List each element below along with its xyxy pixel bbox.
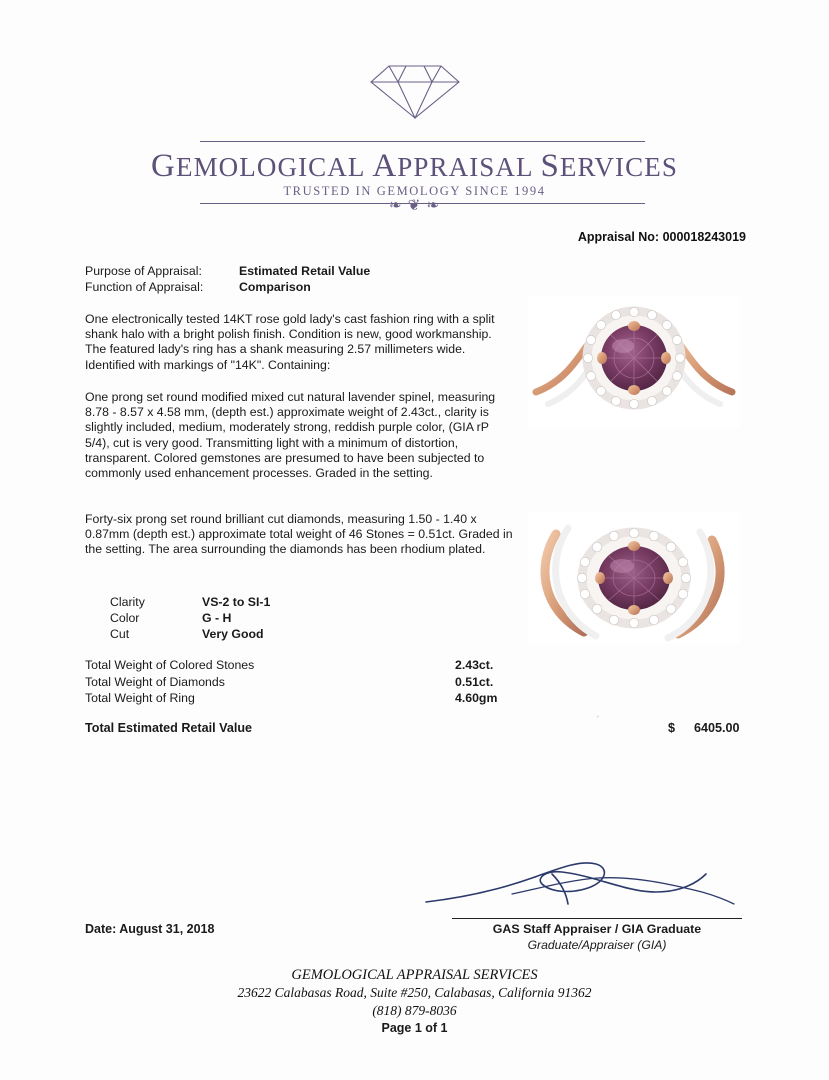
spec-key-clarity: Clarity bbox=[110, 595, 145, 609]
document-header bbox=[0, 62, 829, 120]
table-row bbox=[110, 626, 270, 642]
ring-photo-angled bbox=[528, 512, 740, 644]
diamond-icon bbox=[365, 62, 465, 120]
appraisal-date: Date: August 31, 2018 bbox=[85, 922, 215, 936]
table-row bbox=[85, 674, 555, 691]
function-label: Function of Appraisal: bbox=[85, 280, 204, 294]
table-row bbox=[85, 690, 555, 707]
description-paragraph-ring: One electronically tested 14KT rose gold lady's cast fashion ring with a split shank halo with a bright polish finish. Condition is new, good workmanship. The featured lady's ring has a shank measuring 2.57 millimeters wide. Identified with markings of "14K". Containing: bbox=[85, 312, 495, 372]
document-footer bbox=[0, 966, 829, 1020]
grand-total-amount: 6405.00 bbox=[694, 721, 740, 735]
total-value-diamonds: 0.51ct. bbox=[455, 674, 494, 689]
appraiser-credential: Graduate/Appraiser (GIA) bbox=[527, 938, 667, 952]
total-value-colored-stones: 2.43ct. bbox=[455, 658, 494, 672]
purpose-value: Estimated Retail Value bbox=[239, 264, 371, 278]
grand-total-label: Total Estimated Retail Value bbox=[85, 721, 253, 735]
purpose-block bbox=[85, 264, 370, 296]
spec-value-clarity: VS-2 to SI-1 bbox=[202, 595, 271, 609]
purpose-label: Purpose of Appraisal: bbox=[85, 264, 202, 278]
ring-image-angled bbox=[528, 512, 740, 644]
table-row bbox=[110, 610, 270, 626]
appraiser-title: GAS Staff Appraiser / GIA Graduate bbox=[492, 922, 702, 936]
ring-image-top bbox=[528, 296, 740, 428]
spec-value-cut: Very Good bbox=[202, 627, 264, 641]
signature-image bbox=[420, 848, 740, 928]
description-paragraph-spinel: One prong set round modified mixed cut natural lavender spinel, measuring 8.78 - 8.57 x 4.58 mm, (depth est.) approximate weight of 2.43ct., clarity is slightly included, medium, moderately strong, reddish purple color, (GIA rP 5/4), cut is very good. Transmitting light with a minimum of distortion, transparent. Colored gemstones are presumed to have been subjected to commonly used enhancement processes. Graded in the setting. bbox=[85, 390, 496, 481]
total-label-ring: Total Weight of Ring bbox=[85, 691, 195, 705]
table-row bbox=[110, 594, 270, 610]
spec-key-color: Color bbox=[110, 611, 140, 625]
brand-tagline: TRUSTED IN GEMOLOGY SINCE 1994 bbox=[283, 184, 546, 198]
purpose-row bbox=[85, 280, 370, 294]
footer-company: GEMOLOGICAL APPRAISAL SERVICES bbox=[291, 967, 538, 983]
function-value: Comparison bbox=[239, 280, 311, 294]
total-label-diamonds: Total Weight of Diamonds bbox=[85, 674, 225, 689]
flourish-ornament-icon: ❧ ❦ ❧ bbox=[388, 197, 441, 214]
brand-title: GEMOLOGICAL APPRAISAL SERVICES bbox=[151, 148, 678, 184]
page-number: Page 1 of 1 bbox=[381, 1021, 448, 1035]
footer-phone: (818) 879-8036 bbox=[372, 1003, 457, 1018]
brand-rule-top bbox=[200, 141, 645, 142]
table-row bbox=[85, 657, 555, 674]
total-label-colored-stones: Total Weight of Colored Stones bbox=[85, 658, 255, 672]
grand-total-currency: $ bbox=[668, 721, 676, 735]
appraisal-number: Appraisal No: 000018243019 bbox=[577, 230, 746, 244]
purpose-row bbox=[85, 264, 370, 278]
footer-address: 23622 Calabasas Road, Suite #250, Calabasas, California 91362 bbox=[237, 985, 592, 1000]
stray-mark-icon: ʼ bbox=[597, 715, 599, 724]
spec-key-cut: Cut bbox=[110, 627, 130, 641]
signature-line bbox=[452, 918, 742, 919]
diamond-specs-table bbox=[110, 594, 270, 642]
totals-table bbox=[85, 657, 555, 707]
spec-value-color: G - H bbox=[202, 611, 232, 625]
description-paragraph-diamonds: Forty-six prong set round brilliant cut diamonds, measuring 1.50 - 1.40 x 0.87mm (depth est.) approximate total weight of 46 Stones = 0.51ct. Graded in the setting. The area surrounding the diamonds has been rhodium plated. bbox=[85, 512, 513, 557]
total-value-ring: 4.60gm bbox=[455, 691, 498, 705]
ring-photo-top bbox=[528, 296, 740, 428]
